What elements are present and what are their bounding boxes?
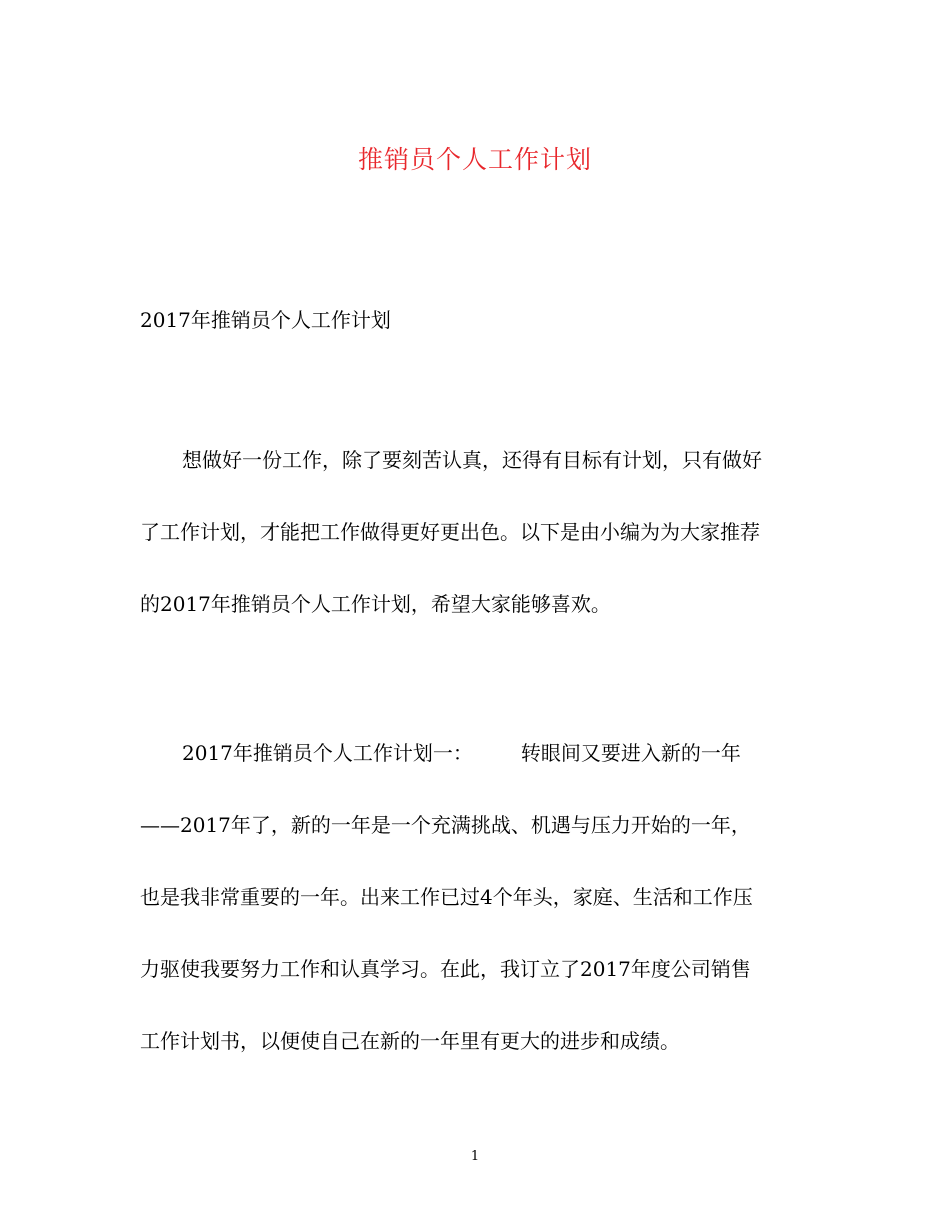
section-one-line: ——2017年了，新的一年是一个充满挑战、机遇与压力开始的一年， [140, 813, 751, 837]
section-one-paragraph [140, 735, 820, 1095]
section-one-heading: 2017年推销员个人工作计划一： [182, 741, 473, 765]
document-subtitle: 2017年推销员个人工作计划 [140, 308, 391, 332]
document-title: 推销员个人工作计划 [357, 145, 592, 174]
intro-paragraph [140, 442, 820, 658]
section-one-line: 也是我非常重要的一年。出来工作已过4个年头，家庭、生活和工作压 [140, 885, 753, 909]
page-number: 1 [470, 1149, 480, 1164]
section-one-line: 工作计划书，以便使自己在新的一年里有更大的进步和成绩。 [140, 1029, 680, 1053]
intro-line: 了工作计划，才能把工作做得更好更出色。以下是由小编为为大家推荐 [140, 520, 760, 544]
section-one-first-line-rest: 转眼间又要进入新的一年 [520, 741, 741, 765]
section-one-first-line [140, 735, 820, 807]
section-one-line: 力驱使我要努力工作和认真学习。在此，我订立了2017年度公司销售 [140, 957, 751, 981]
intro-line: 想做好一份工作，除了要刻苦认真，还得有目标有计划，只有做好 [182, 448, 762, 472]
intro-line: 的2017年推销员个人工作计划，希望大家能够喜欢。 [140, 592, 611, 616]
